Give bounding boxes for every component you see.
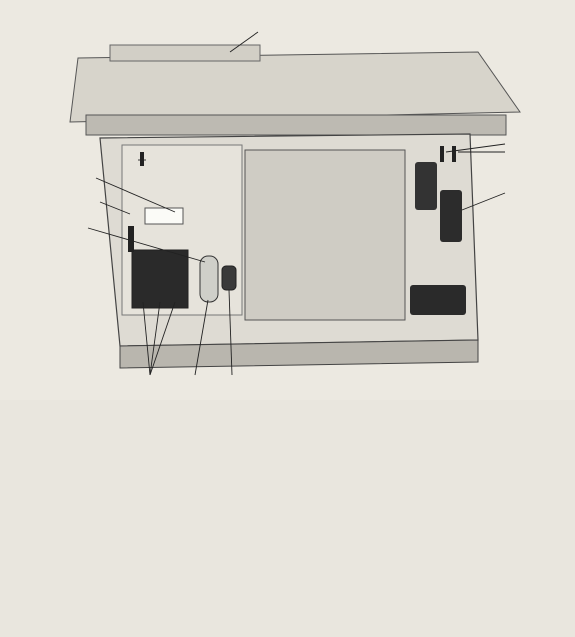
lever-21 [140,152,144,166]
transfer-key-15 [222,266,236,290]
transfer-key-25 [440,190,462,242]
carriage [70,52,520,122]
figure-caption [14,412,562,415]
lever-23 [440,146,444,162]
clear-lever-19 [128,226,134,252]
multiply-key-16 [200,256,218,302]
multiplier-window-20 [145,208,183,224]
lever-24 [452,146,456,162]
